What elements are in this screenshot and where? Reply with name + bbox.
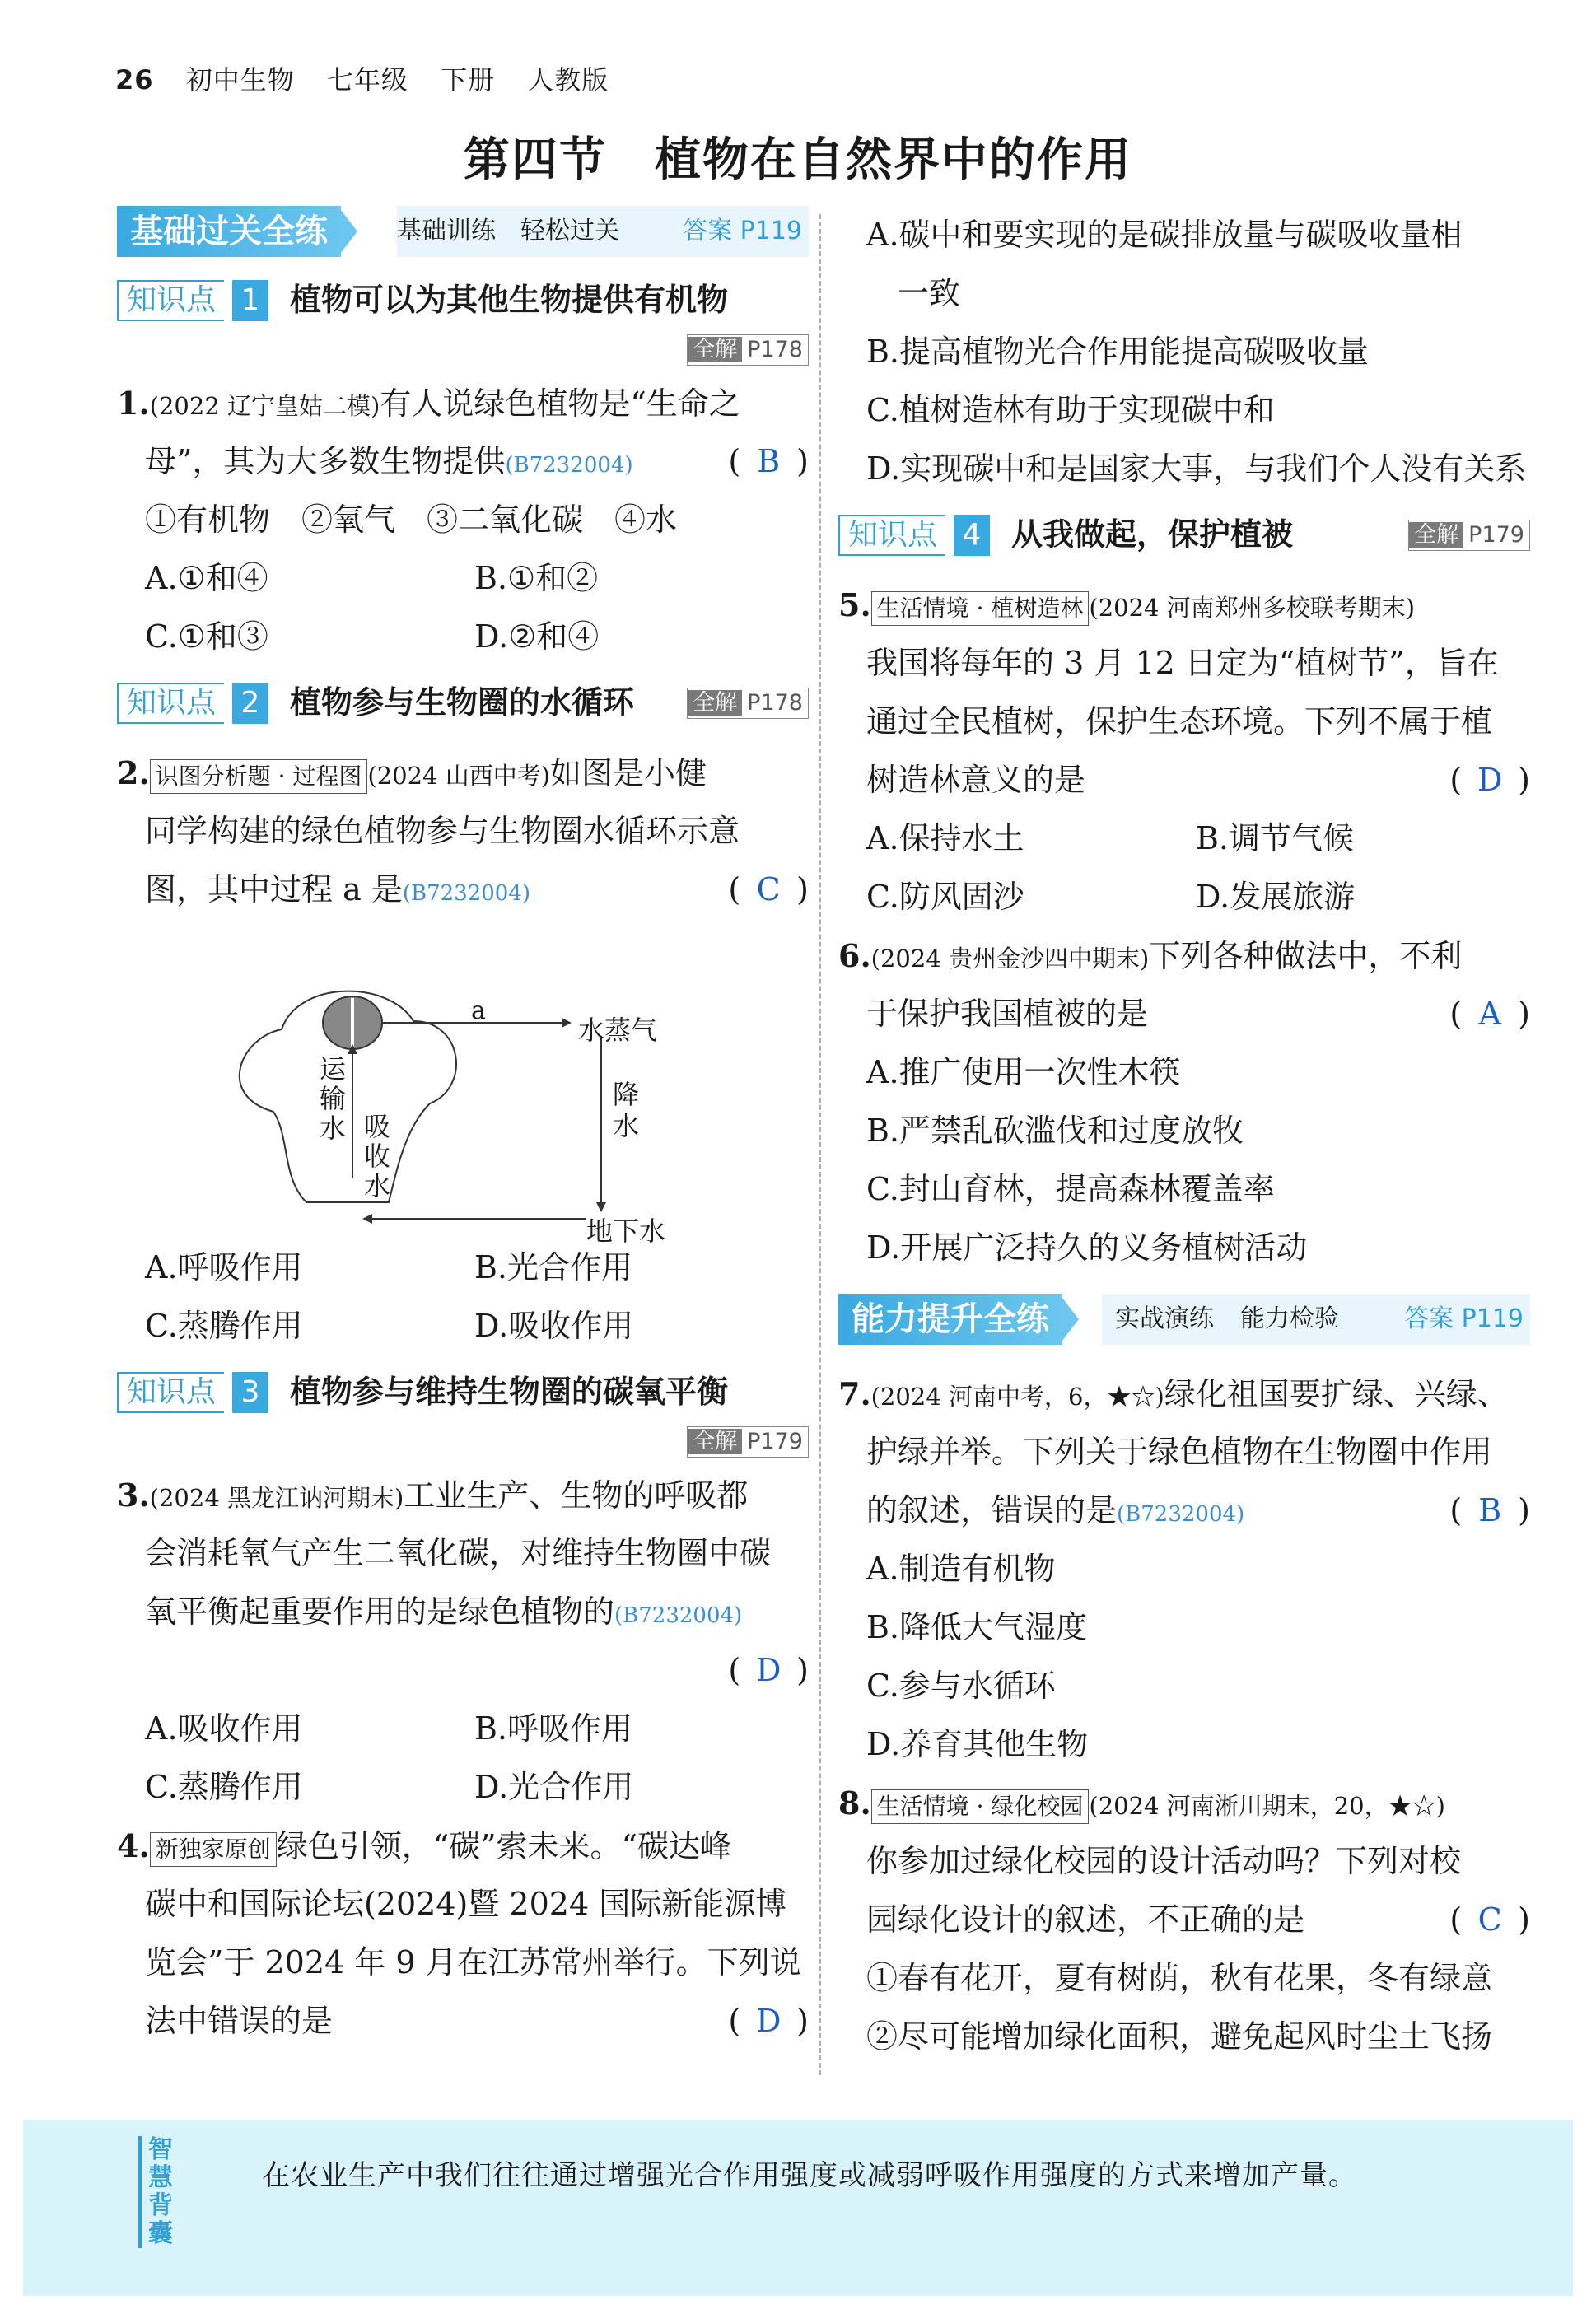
option-d: D.开展广泛持久的义务植树活动 [866,1229,1308,1266]
answer-value: B [757,443,781,479]
answer-box: ( D ) [1449,751,1530,809]
question-text: 下列各种做法中，不利 [1149,938,1463,974]
question-text: 树造林意义的是 [866,762,1086,798]
question-number: 5. [838,586,871,623]
tip-box [23,2120,1573,2296]
diagram-svg [117,931,809,1227]
page-number: 26 [115,64,154,96]
question-text: 我国将每年的 3 月 12 日定为“植树节”，旨在 [866,645,1499,681]
option-d: D.养育其他生物 [866,1726,1089,1762]
tip-side-label: 智慧背囊 [138,2136,181,2248]
answer-box: ( B ) [1449,1481,1530,1540]
option-a: A.呼吸作用 [145,1249,303,1285]
question-text: 的叙述，错误的是 [866,1492,1118,1528]
banner-answer: 答案 P119 [683,217,802,245]
jie-page: P179 [747,1429,803,1454]
answer-box: ( C ) [1449,1891,1530,1949]
question-text: 氧平衡起重要作用的是绿色植物的 [145,1593,615,1630]
full-solution-ref [687,688,809,719]
option-d: D.吸收作用 [474,1308,634,1344]
water-cycle-diagram [117,931,809,1247]
jie-label: 全解 [688,337,742,362]
question-text: 图，其中过程 a 是 [145,871,403,907]
question-2 [117,744,809,1355]
question-source: (2024 河南中考，6，★☆) [870,1383,1164,1411]
question-text: 绿色引领，“碳”索未来。“碳达峰 [276,1828,731,1864]
answer-value: C [1477,1901,1502,1938]
kp-number: 4 [954,515,990,556]
answer-box: ( C ) [728,861,809,919]
statement-1: ①春有花开，夏有树荫，秋有花果，冬有绿意 [866,1960,1493,1996]
full-solution-ref [117,334,809,367]
diagram-label-absorb: 吸收水 [364,1111,391,1201]
option-b: B.严禁乱砍滥伐和过度放牧 [866,1113,1244,1149]
kp-number: 3 [232,1372,268,1413]
knowledge-point-4 [838,511,1530,558]
option-a: A.推广使用一次性木筷 [866,1054,1181,1090]
question-text: 碳中和国际论坛(2024)暨 2024 国际新能源博 [145,1886,787,1922]
question-text: 览会”于 2024 年 9 月在江苏常州举行。下列说 [145,1944,801,1980]
banner-arrow-icon [338,206,357,257]
question-6 [838,926,1530,1277]
statement-2: ②尽可能增加绿化面积，避免起风时尘土飞扬 [866,2018,1493,2055]
answer-value: C [756,871,781,907]
option-d: D.光合作用 [474,1769,634,1805]
option-b: B.提高植物光合作用能提高碳吸收量 [866,334,1370,370]
option-b: B.降低大气湿度 [866,1609,1088,1645]
answer-value: A [1478,996,1501,1032]
answer-value: B [1478,1492,1502,1528]
kp-tag: 知识点 [838,515,945,556]
diagram-label-vapor: 水蒸气 [578,1015,658,1046]
option-c: C.植树造林有助于实现碳中和 [866,392,1275,428]
option-c: C.参与水循环 [866,1668,1056,1704]
full-solution-ref [117,1426,809,1459]
option-b: B.调节气候 [1196,820,1355,856]
kp-title: 从我做起，保护植被 [1011,516,1294,553]
question-number: 6. [838,937,871,974]
answer-box: ( B ) [728,432,809,491]
option-b: B.①和② [474,560,599,596]
question-source: (2022 辽宁皇姑二模) [149,392,380,420]
option-a: A.制造有机物 [866,1551,1056,1587]
diagram-label-ground: 地下水 [586,1215,666,1247]
question-text: 于保护我国植被的是 [866,996,1149,1032]
edition: 人教版 [527,64,609,96]
section-title: 第四节 植物在自然界中的作用 [464,133,1132,187]
question-8 [838,1774,1530,2066]
question-source: (2024 黑龙江讷河期末) [149,1484,404,1512]
question-number: 8. [838,1784,871,1822]
question-4 [117,1817,809,2050]
question-tag: 生活情境 · 植树造林 [871,591,1090,626]
tip-text: 在农业生产中我们往往通过增强光合作用强度或减弱呼吸作用强度的方式来增加产量。 [262,2159,1357,2192]
kp-number: 1 [232,280,268,321]
banner-sub1: 实战演练 [1115,1304,1214,1333]
column-divider [819,214,821,2075]
jie-page: P178 [747,690,803,716]
question-number: 3. [117,1477,150,1514]
question-source: (2024 贵州金沙四中期末) [870,945,1150,973]
kp-number: 2 [232,683,268,724]
banner-advanced [838,1294,1530,1345]
question-number: 1. [117,385,150,422]
knowledge-point-3 [117,1369,809,1415]
banner-answer: 答案 P119 [1404,1304,1524,1333]
question-text: 同学构建的绿色植物参与生物圈水循环示意 [145,813,740,849]
question-text: 通过全民植树，保护生态环境。下列不属于植 [866,703,1493,739]
banner-sub1: 基础训练 [397,217,496,245]
question-items: ①有机物 ②氧气 ③二氧化碳 ④水 [145,502,678,538]
jie-label: 全解 [1409,522,1463,548]
question-text: 会消耗氧气产生二氧化碳，对维持生物圈中碳 [145,1535,772,1571]
banner-label: 能力提升全练 [838,1294,1062,1345]
question-4-options [838,206,1530,498]
question-code: (B7232004) [505,453,633,478]
question-text: 工业生产、生物的呼吸都 [404,1477,749,1514]
banner-basic [117,206,809,257]
option-b: B.呼吸作用 [474,1710,633,1747]
answer-value: D [755,1652,782,1688]
question-text: 园绿化设计的叙述，不正确的是 [866,1901,1305,1938]
kp-title: 植物参与生物圈的水循环 [290,684,635,721]
option-d: D.发展旅游 [1196,879,1356,915]
option-c: C.封山育林，提高森林覆盖率 [866,1171,1275,1207]
question-text: 如图是小健 [550,755,707,791]
question-tag: 生活情境 · 绿化校园 [871,1789,1090,1824]
page-header [115,59,632,97]
question-number: 2. [117,754,150,791]
volume: 下册 [441,64,496,96]
question-text: 护绿并举。下列关于绿色植物在生物圈中作用 [866,1434,1493,1470]
question-code: (B7232004) [402,881,531,906]
subject: 初中生物 [185,64,295,96]
question-text: 绿化祖国要扩绿、兴绿、 [1164,1376,1509,1412]
question-7 [838,1365,1530,1774]
question-code: (B7232004) [614,1603,743,1628]
banner-sub2: 轻松过关 [520,217,619,245]
question-5 [838,576,1530,926]
question-tag: 新独家原创 [150,1832,277,1867]
full-solution-ref [1408,520,1530,551]
kp-tag: 知识点 [117,683,224,724]
answer-value: D [755,2003,782,2039]
answer-box: ( D ) [728,1641,809,1700]
diagram-label-a: a [471,996,486,1025]
question-text: 你参加过绿化校园的设计活动吗？下列对校 [866,1843,1462,1879]
banner-label: 基础过关全练 [117,206,341,257]
knowledge-point-2 [117,679,809,725]
option-d: D.实现碳中和是国家大事，与我们个人没有关系 [866,450,1527,487]
kp-title: 植物参与维持生物圈的碳氧平衡 [290,1374,729,1410]
left-column [117,206,809,2050]
question-3 [117,1466,809,1817]
banner-sub2: 能力检验 [1240,1304,1339,1333]
option-a-cont: 一致 [898,275,961,311]
jie-label: 全解 [688,1429,742,1454]
answer-value: D [1477,762,1503,798]
question-source: (2024 山西中考) [367,762,551,790]
option-c: C.①和③ [145,618,268,655]
answer-box: ( D ) [728,1992,809,2050]
answer-box: ( A ) [1449,985,1530,1043]
option-c: C.蒸腾作用 [145,1308,303,1344]
question-source: (2024 河南淅川期末，20，★☆) [1089,1792,1445,1820]
right-column [838,206,1530,2066]
option-a: A.碳中和要实现的是碳排放量与碳吸收量相 [866,217,1463,253]
option-a: A.保持水土 [866,820,1024,856]
banner-arrow-icon [1059,1294,1079,1345]
jie-page: P178 [747,337,803,362]
grade: 七年级 [326,64,408,96]
kp-tag: 知识点 [117,1372,224,1413]
kp-title: 植物可以为其他生物提供有机物 [290,282,729,318]
question-source: (2024 河南郑州多校联考期末) [1089,594,1416,622]
jie-label: 全解 [688,690,742,716]
question-number: 4. [117,1827,150,1864]
question-number: 7. [838,1375,871,1412]
option-b: B.光合作用 [474,1249,633,1285]
question-text: 母”，其为大多数生物提供 [145,443,506,479]
question-code: (B7232004) [1117,1502,1245,1527]
option-c: C.蒸腾作用 [145,1769,303,1805]
option-c: C.防风固沙 [866,879,1024,915]
jie-page: P179 [1468,522,1524,548]
question-text: 法中错误的是 [145,2003,334,2039]
question-text: 有人说绿色植物是“生命之 [380,385,740,422]
kp-tag: 知识点 [117,280,224,321]
knowledge-point-1 [117,277,809,323]
diagram-label-rain: 降水 [613,1079,640,1141]
diagram-label-transport: 运输水 [320,1053,347,1144]
option-d: D.②和④ [474,618,600,655]
option-a: A.①和④ [145,560,268,596]
question-tag: 识图分析题 · 过程图 [150,759,368,794]
option-a: A.吸收作用 [145,1710,303,1747]
question-1 [117,374,809,666]
